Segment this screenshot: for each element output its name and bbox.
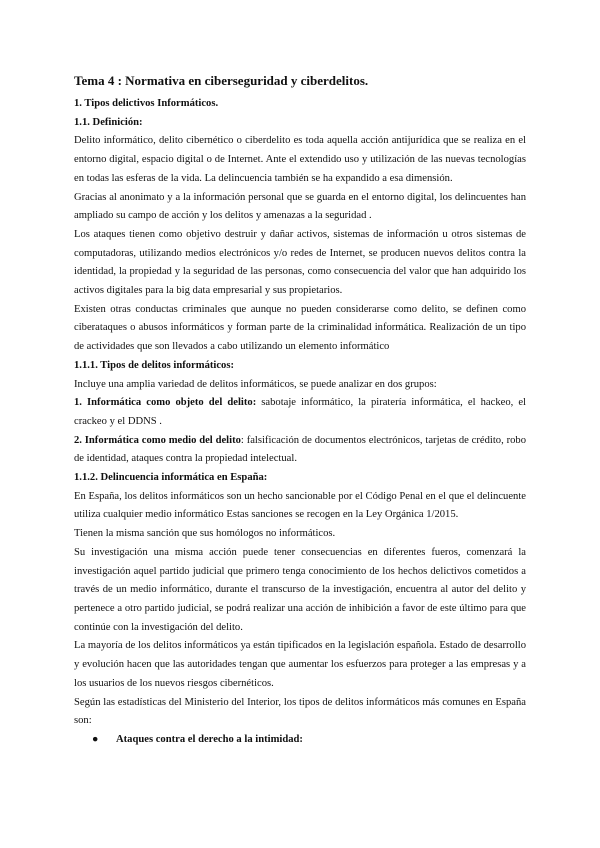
list-item-objeto-delito xyxy=(74,394,526,431)
section-heading-tipos-delictivos: 1. Tipos delictivos Informáticos. xyxy=(74,98,219,109)
bullet-item-text: Ataques contra el derecho a la intimidad: xyxy=(116,733,303,745)
paragraph-anonimato: Gracias al anonimato y a la información personal que se guarda en el entorno digital, los delincuentes han ampliado su campo de acción y los delitos y amenazas a la seguridad . xyxy=(74,191,526,222)
subsection-heading-delincuencia-espana: 1.1.2. Delincuencia informática en España: xyxy=(74,472,268,484)
document-title: Tema 4 : Normativa en ciberseguridad y ciberdelitos. xyxy=(74,73,369,88)
subsection-heading-definicion: 1.1. Definición: xyxy=(74,116,143,128)
list-item-text: sabotaje informático, la piratería informática, el hackeo, el crackeo y el DDNS . xyxy=(74,397,526,427)
paragraph-estadisticas: Según las estadísticas del Ministerio del Interior, los tipos de delitos informáticos más comunes en España son: xyxy=(74,696,526,727)
list-item-label: 2. Informática como medio del delito xyxy=(74,434,241,446)
bullet-list xyxy=(74,731,526,750)
paragraph-codigo-penal: En España, los delitos informáticos son un hecho sancionable por el Código Penal en el que el delincuente utiliza cualquier medio informático Estas sanciones se recogen en la Ley Orgánica 1/2015. xyxy=(74,490,526,521)
paragraph-definicion: Delito informático, delito cibernético o ciberdelito es toda aquella acción antijurídica que se realiza en el entorno digital, espacio digital o de Internet. Ante el extendido uso y utilización de las nuevas tecnologías en todas las esferas de la vida. La delincuencia también se ha expandido a esa dimensión. xyxy=(74,135,526,184)
paragraph-investigacion: Su investigación una misma acción puede tener consecuencias en diferentes fueros, comenzará la investigación aquel partido judicial que primero tenga conocimiento de los hechos delictivos cometidos a través de un medio informático, durante el transcurso de la investigación, encuentra al autor del delito y pertenece a otro partido judicial, se podrá realizar una acción de inhibición a favor de este último para que continúe con la investigación del delito. xyxy=(74,546,526,633)
paragraph-grupos-intro: Incluye una amplia variedad de delitos informáticos, se puede analizar en dos grupos: xyxy=(74,378,437,390)
paragraph-tipificados: La mayoría de los delitos informáticos ya están tipificados en la legislación española. Estado de desarrollo y evolución hacen que las autoridades tengan que aumentar los esfuerzos para proteger a las empresas y a los usuarios de los nuevos riesgos cibernéticos. xyxy=(74,640,526,689)
paragraph-misma-sancion: Tienen la misma sanción que sus homólogos no informáticos. xyxy=(74,528,336,540)
paragraph-ataques: Los ataques tienen como objetivo destruir y dañar activos, sistemas de información u otros sistemas de computadoras, utilizando medios electrónicos y/o redes de Internet, se producen nuevos delitos contra la identidad, la propiedad y la seguridad de las personas, como consecuencia del valor que han adquirido los activos digitales para la big data empresarial y sus propietarios. xyxy=(74,228,526,297)
list-item-text: : falsificación de documentos electrónicos, tarjetas de crédito, robo de identidad, ataques contra la propiedad intelectual. xyxy=(74,434,526,465)
subsection-heading-tipos-delitos: 1.1.1. Tipos de delitos informáticos: xyxy=(74,359,234,371)
list-item-medio-delito xyxy=(74,432,526,469)
paragraph-otras-conductas: Existen otras conductas criminales que aunque no pueden considerarse como delito, se definen como ciberataques o abusos informáticos y forman parte de la criminalidad informática. Realización de un tipo de actividades que son llevados a cabo utilizando un elemento informático xyxy=(74,303,526,353)
bullet-item-intimidad xyxy=(92,731,526,750)
list-item-label: 1. Informática como objeto del delito: xyxy=(74,397,257,409)
bullet-icon: ● xyxy=(92,733,99,745)
